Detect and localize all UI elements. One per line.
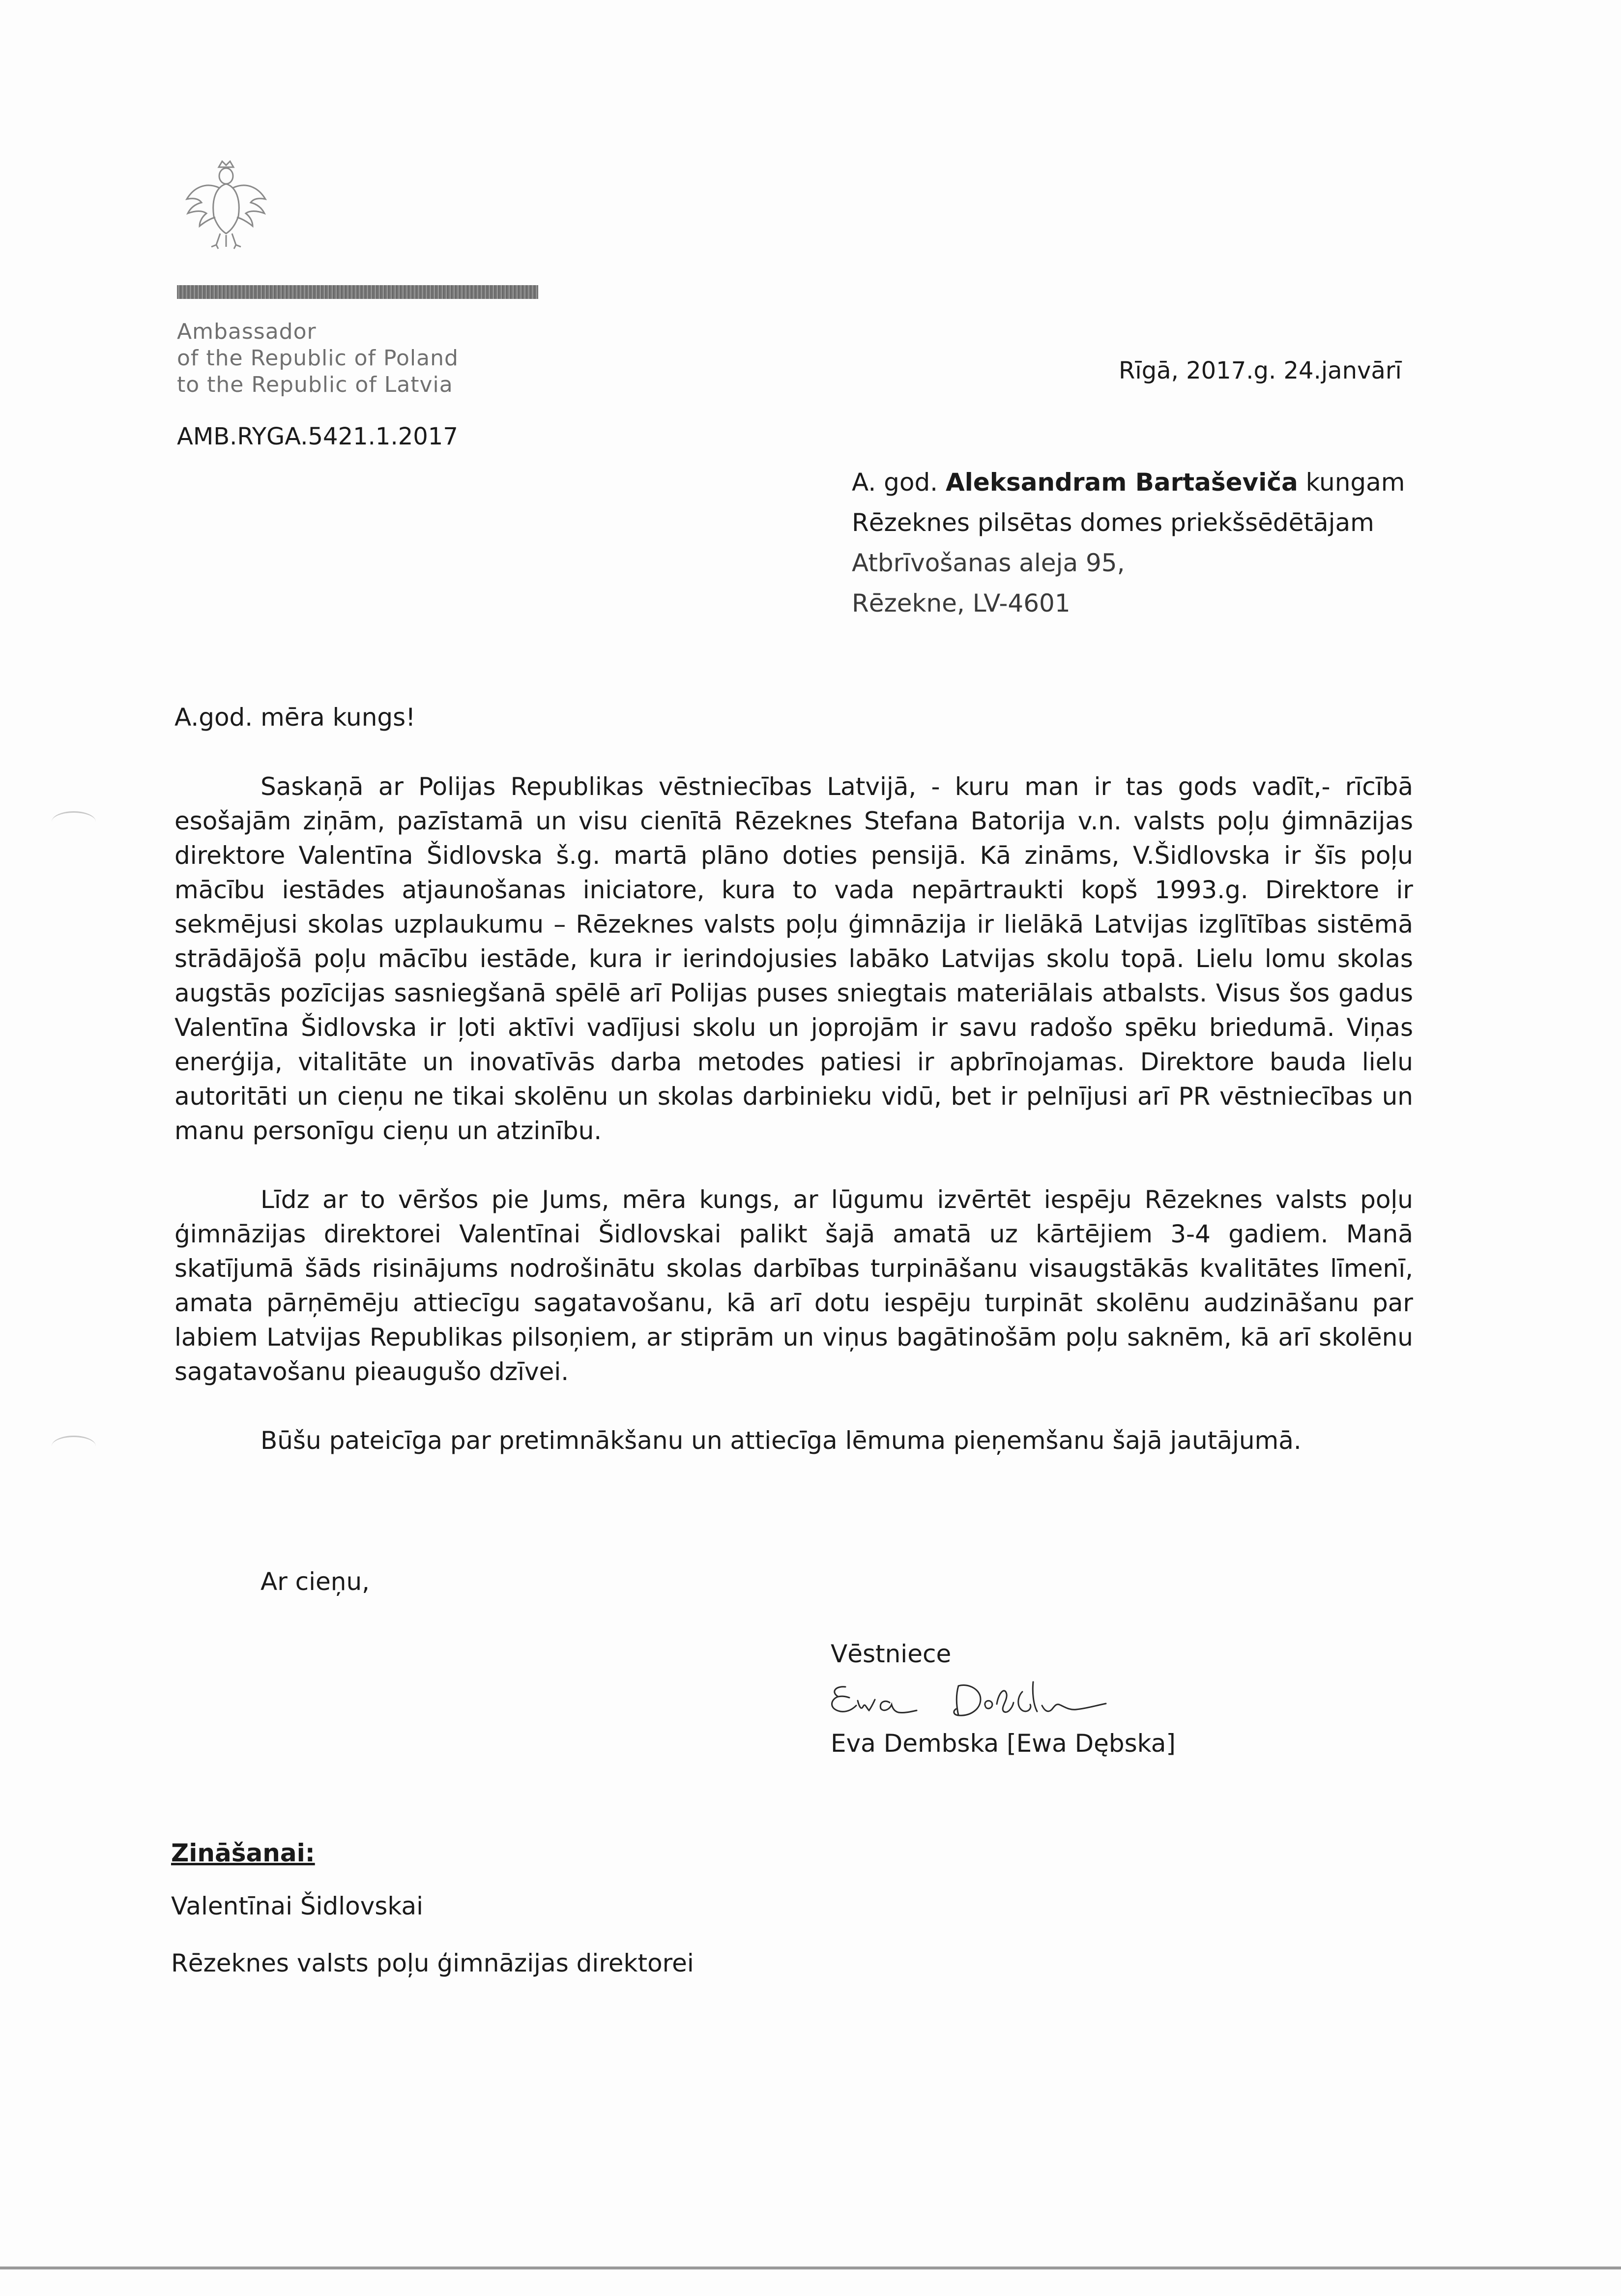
cc-recipient-line: Rēzeknes valsts poļu ģimnāzijas direktorei [171,1949,694,1977]
recipient-name-line [852,462,1405,502]
cc-heading: Zināšanai: [171,1839,315,1867]
recipient-address-line: Atbrīvošanas aleja 95, [852,549,1125,577]
recipient-block [852,462,1405,623]
signature-block [831,1640,1185,1758]
recipient-prefix: A. god. [852,468,938,497]
body-paragraph: Būšu pateicīga par pretimnākšanu un attiecīga lēmuma pieņemšanu šajā jautājumā. [261,1426,1302,1455]
recipient-position: Rēzeknes pilsētas domes priekšsēdētājam [852,508,1374,537]
cc-block [171,1839,694,2006]
recipient-name: Aleksandram Bartaševiča [945,468,1298,497]
punch-hole-mark [52,811,96,832]
salutation: A.god. mēra kungs! [174,703,416,732]
closing-phrase: Ar cieņu, [261,1567,370,1596]
header-rule [177,285,538,299]
signer-title: Vēstniece [831,1640,952,1668]
sender-line: to the Republic of Latvia [177,372,453,397]
reference-number: AMB.RYGA.5421.1.2017 [177,423,458,450]
body-paragraph: Saskaņā ar Polijas Republikas vēstniecības Latvijā, - kuru man ir tas gods vadīt,- rīcībā esošajām ziņām, pazīstamā un visu cienītā Rēzeknes Stefana Batorija v.n. valsts poļu ģimnāzijas direktore Valentīna Šidlovska š.g. martā plāno doties pensijā. Kā zināms, V.Šidlovska ir šīs poļu mācību iestādes atjaunošanas iniciatore, kura to vada nepārtraukti kopš 1993.g. Direktore ir sekmējusi skolas uzplaukumu – Rēzeknes valsts poļu ģimnāzija ir lielākā Latvijas izglītības sistēmā strādājošā poļu mācību iestāde, kura ir ierindojusies labāko Latvijas skolu topā. Lielu lomu skolas augstās pozīcijas sasniegšanā spēlē arī Polijas puses sniegtais materiālais atbalsts. Visus šos gadus Valentīna Šidlovska ir ļoti aktīvi vadījusi skolu un joprojām ir savu radošo spēku briedumā. Viņas enerģija, vitalitāte un inovatīvās darba metodes patiesi ir apbrīnojamas. Direktore bauda lielu autoritāti un cieņu ne tikai skolēnu un skolas darbinieku vidū, bet ir pelnījusi arī PR vēstniecības un manu personīgu cieņu un atzinību. [174,772,1413,1145]
page-bottom-edge [0,2267,1621,2269]
handwritten-signature [811,1672,1185,1726]
cc-recipient-line: Valentīnai Šidlovskai [171,1892,424,1920]
signer-name: Eva Dembska [Ewa Dębska] [831,1729,1176,1758]
sender-line: Ambassador [177,319,317,344]
polish-eagle-emblem-icon [177,152,275,251]
sender-block [177,319,619,398]
body-paragraph: Līdz ar to vēršos pie Jums, mēra kungs, ar lūgumu izvērtēt iespēju Rēzeknes valsts poļu ģimnāzijas direktorei Valentīnai Šidlovskai palikt šajā amatā uz kārtējiem 3-4 gadiem. Manā skatījumā šāds risinājums nodrošinātu skolas darbības turpināšanu visaugstākās kvalitātes līmenī, amata pārņēmēju attiecīgu sagatavošanu, kā arī dotu iespēju turpināt skolēnu audzināšanu par labiem Latvijas Republikas pilsoņiem, ar stiprām un viņus bagātinošām poļu saknēm, kā arī skolēnu sagatavošanu pieaugušo dzīvei. [174,1185,1413,1386]
recipient-suffix: kungam [1305,468,1405,497]
recipient-address-line: Rēzekne, LV-4601 [852,589,1071,618]
letter-body [174,769,1413,1487]
letter-date: Rīgā, 2017.g. 24.janvārī [1119,357,1402,384]
punch-hole-mark [52,1436,96,1457]
sender-line: of the Republic of Poland [177,346,459,371]
